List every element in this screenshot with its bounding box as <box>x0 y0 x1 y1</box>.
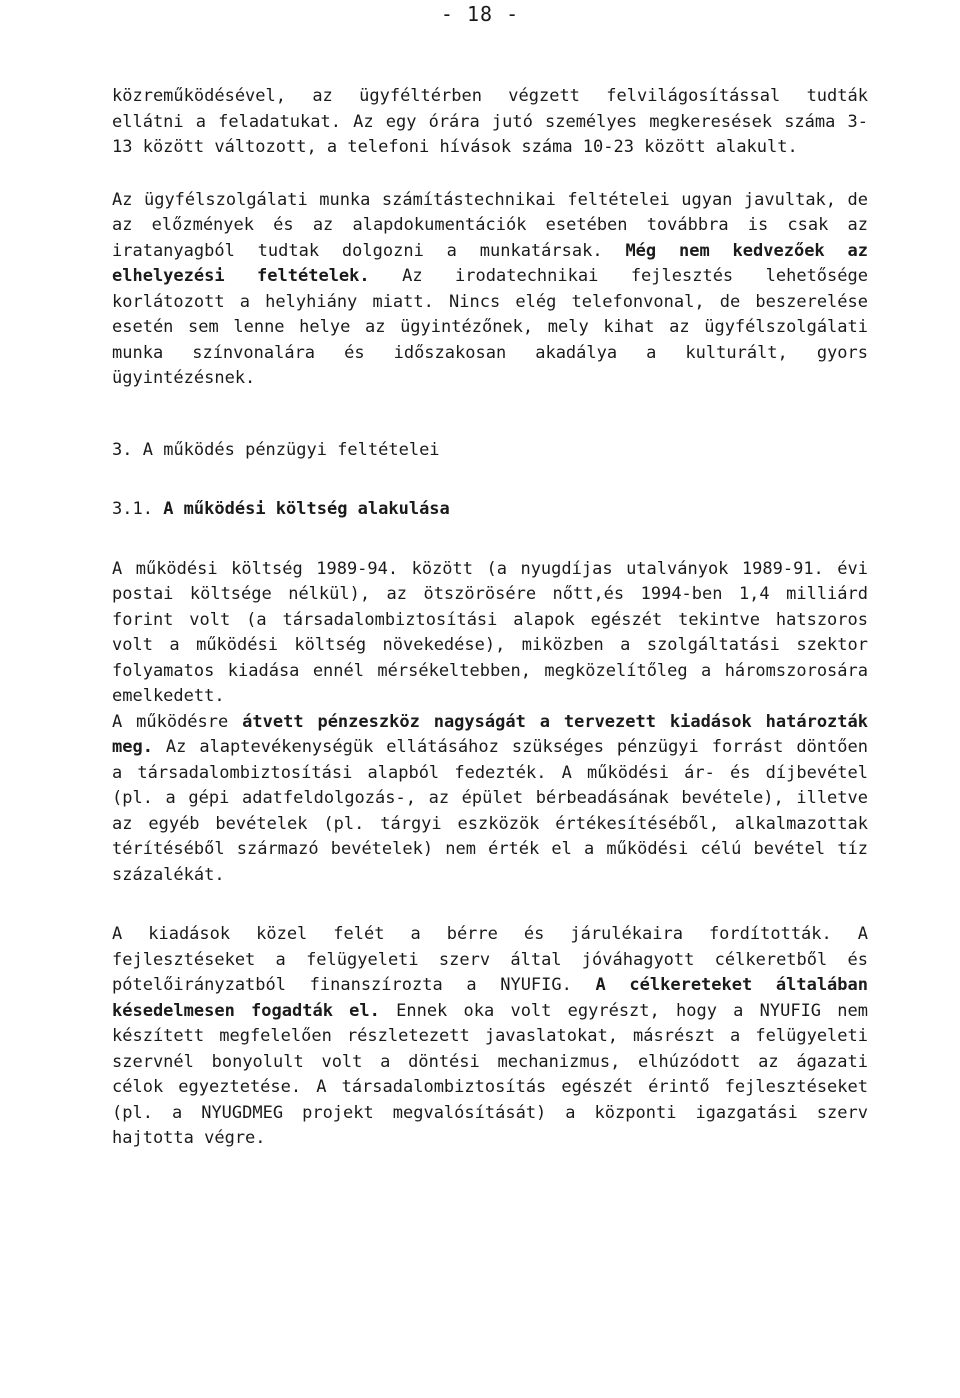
paragraph-text: Az ügyfélszolgálati munka számítástechnikai feltételei ugyan javultak, de az előzmények és az alapdokumentációk esetében továbbra is csak az iratanyagból tudtak dolgozni a munkatársak. <box>112 189 868 261</box>
section-number: 3.1. <box>112 499 153 519</box>
page-number: - 18 - <box>440 2 520 26</box>
paragraph-text: Az irodatechnikai fejlesztés lehetősége korlátozott a helyhiány miatt. Nincs elég telefonvonal, de beszerelése esetén sem lenne helye az ügyintézőnek, mely kihat az ügyfélszolgálati munka színvonalára és időszakosan akadálya a kulturált, gyors ügyintézésnek. <box>112 266 868 388</box>
section-heading-3-1 <box>112 497 868 523</box>
bold-phrase-funding: átvett pénzeszköz nagyságát a tervezett kiadások határozták meg. <box>112 711 868 757</box>
spacer <box>112 523 868 557</box>
spacer <box>112 392 868 438</box>
section-heading-3 <box>112 438 868 464</box>
bold-phrase-placement: Még nem kedvezőek az elhelyezési feltételek. <box>112 240 868 286</box>
spacer <box>112 463 868 497</box>
paragraph-expenditures <box>112 922 868 1152</box>
spacer <box>112 888 868 922</box>
spacer <box>112 161 868 188</box>
paragraph-text: A kiadások közel felét a bérre és járulékaira fordították. A fejlesztéseket a felügyeleti szerv által jóváhagyott célkeretből és pótelőirányzatból finanszírozta a NYUFIG. <box>112 924 868 995</box>
bold-phrase-approval: A célkereteket általában késedelmesen fogadták el. <box>112 975 868 1021</box>
paragraph-operating-costs: A működési költség 1989-94. között (a nyugdíjas utalványok 1989-91. évi postai költsége nélkül), az ötszörösére nőtt,és 1994-ben 1,4 milliárd forint volt (a társadalombiztosítási alapok egészét tekintve hatszoros volt a működési költség növekedése), miközben a szolgáltatási szektor folyamatos kiadása ennél mérsékeltebben, megközelítőleg a háromszorosára emelkedett. <box>112 558 868 706</box>
paragraph-text: A működésre <box>112 711 243 732</box>
section-title: A működési költség alakulása <box>163 499 450 519</box>
page-body <box>112 84 868 1152</box>
paragraph-text: Ennek oka volt egyrészt, hogy a NYUFIG nem készített megfelelően részletezett javaslatokat, másrészt a felügyeleti szervnél bonyolult volt a döntési mechanizmus, elhúzódott az ágazati célok egyeztetése. A társadalombiztosítás egészét érintő fejlesztéseket (pl. a NYUGDMEG projekt megvalósítását) a központi igazgatási szerv hajtotta végre. <box>112 1000 868 1148</box>
paragraph-customer-service-conditions <box>112 188 868 392</box>
paragraph-customer-area: közreműködésével, az ügyféltérben végzett felvilágosítással tudták ellátni a feladatukat. Az egy órára jutó személyes megkeresések száma 3-13 között változott, a telefoni hívások száma 10-23 között alakult. <box>112 86 868 157</box>
paragraph-funding <box>112 710 868 889</box>
section-title: A működés pénzügyi feltételei <box>142 439 440 460</box>
section-number: 3. <box>112 439 133 460</box>
paragraph-text: Az alaptevékenységük ellátásához szükséges pénzügyi forrást döntően a társadalombiztosítási alapból fedezték. A működési ár- és díjbevétel (pl. a gépi adatfeldolgozás-, az épület bérbeadásának bevétele), illetve az egyéb bevételek (pl. tárgyi eszközök értékesítéséből, alkalmazottak térítéséből származó bevételek) nem érték el a működési célú bevétel tíz százalékát. <box>112 737 868 885</box>
